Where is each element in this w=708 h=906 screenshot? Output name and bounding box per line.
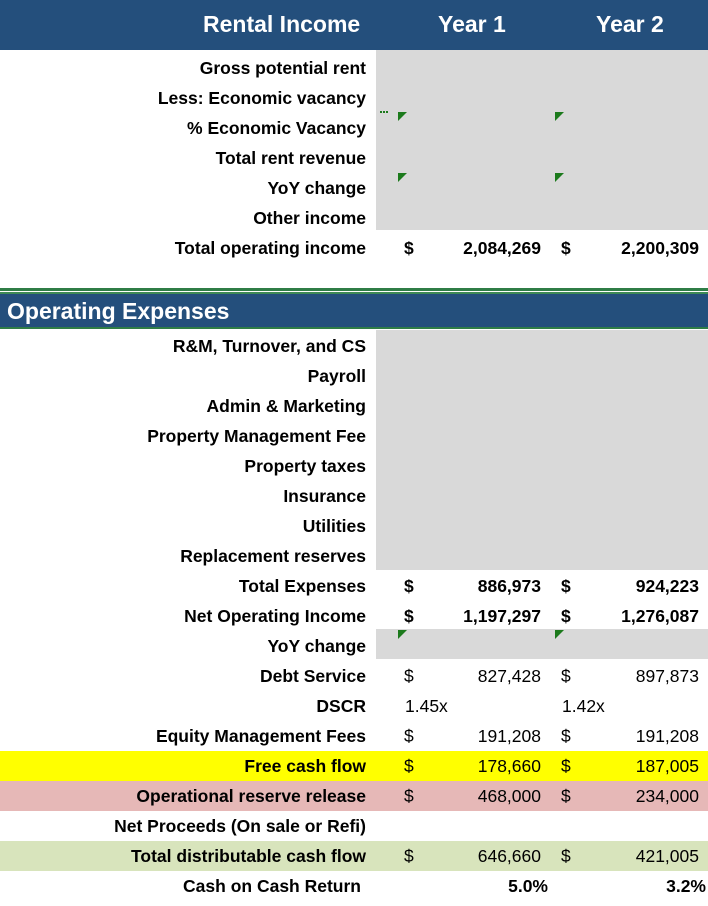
- row-total-rent-revenue: [0, 143, 708, 173]
- row-insurance: [0, 481, 708, 511]
- year1-value[interactable]: 1,197,297: [463, 606, 541, 626]
- year1-value[interactable]: 886,973: [477, 576, 541, 596]
- section-divider: [0, 288, 708, 291]
- operating-expenses-header: [0, 292, 708, 328]
- row-label: Property Management Fee: [147, 426, 366, 446]
- row-label: Replacement reserves: [180, 546, 366, 566]
- year2-value[interactable]: 1,276,087: [621, 606, 699, 626]
- currency-symbol: $: [561, 238, 571, 258]
- currency-symbol: $: [561, 606, 571, 626]
- row-cash-on-cash-return: [0, 871, 708, 901]
- row-debt-service: [0, 661, 708, 691]
- row-dscr: [0, 691, 708, 721]
- row-net-proceeds: [0, 811, 708, 841]
- section-divider: [0, 327, 708, 329]
- year1-value[interactable]: 646,660: [477, 846, 541, 866]
- row-payroll: [0, 361, 708, 391]
- row-label: Less: Economic vacancy: [157, 88, 366, 108]
- currency-symbol: $: [404, 666, 414, 686]
- rental-income-title: Rental Income: [203, 11, 361, 37]
- currency-symbol: $: [404, 606, 414, 626]
- row-net-operating-income: [0, 601, 708, 631]
- row-admin-marketing: [0, 391, 708, 421]
- year2-value[interactable]: 187,005: [635, 756, 699, 776]
- row-label: Debt Service: [259, 666, 366, 686]
- currency-symbol: $: [561, 576, 571, 596]
- row-label: YoY change: [267, 636, 366, 656]
- year2-value[interactable]: 421,005: [635, 846, 699, 866]
- row-label: YoY change: [267, 178, 366, 198]
- row-label: Net Proceeds (On sale or Refi): [114, 816, 366, 836]
- row-pct-economic-vacancy: [0, 113, 708, 143]
- year1-header: Year 1: [438, 11, 506, 37]
- year1-value[interactable]: 191,208: [477, 726, 541, 746]
- row-rm-turnover: [0, 331, 708, 361]
- row-label: Gross potential rent: [199, 58, 366, 78]
- row-economic-vacancy: [0, 83, 708, 113]
- row-free-cash-flow: [0, 751, 708, 781]
- row-noi-yoy-change: [0, 631, 708, 661]
- row-label: Cash on Cash Return: [183, 876, 361, 896]
- year1-value[interactable]: 827,428: [477, 666, 541, 686]
- row-total-operating-income: [0, 233, 708, 263]
- year2-value[interactable]: 2,200,309: [621, 238, 699, 258]
- row-label: Property taxes: [244, 456, 366, 476]
- currency-symbol: $: [561, 846, 571, 866]
- row-label: Equity Management Fees: [155, 726, 366, 746]
- row-gross-potential-rent: [0, 53, 708, 83]
- row-label: Other income: [253, 208, 366, 228]
- currency-symbol: $: [404, 846, 414, 866]
- row-label: Admin & Marketing: [206, 396, 366, 416]
- row-label: Total operating income: [174, 238, 366, 258]
- currency-symbol: $: [404, 756, 414, 776]
- currency-symbol: $: [561, 666, 571, 686]
- row-total-expenses: [0, 571, 708, 601]
- year1-value[interactable]: 468,000: [477, 786, 541, 806]
- row-label: Operational reserve release: [136, 786, 366, 806]
- year2-value[interactable]: 234,000: [635, 786, 699, 806]
- rental-income-header: [0, 0, 708, 50]
- currency-symbol: $: [561, 756, 571, 776]
- row-label: % Economic Vacancy: [187, 118, 366, 138]
- row-label: Total distributable cash flow: [131, 846, 366, 866]
- year1-value[interactable]: 5.0%: [508, 876, 548, 896]
- year1-value[interactable]: 2,084,269: [463, 238, 541, 258]
- year2-value[interactable]: 3.2%: [666, 876, 706, 896]
- year1-value[interactable]: 1.45x: [405, 696, 448, 716]
- row-replacement-reserves: [0, 541, 708, 571]
- row-property-management-fee: [0, 421, 708, 451]
- operating-expenses-title: Operating Expenses: [7, 298, 230, 324]
- row-operational-reserve-release: [0, 781, 708, 811]
- row-utilities: [0, 511, 708, 541]
- year2-value[interactable]: 191,208: [635, 726, 699, 746]
- currency-symbol: $: [404, 238, 414, 258]
- year2-header: Year 2: [596, 11, 664, 37]
- row-total-distributable-cash-flow: [0, 841, 708, 871]
- row-label: Free cash flow: [244, 756, 366, 776]
- currency-symbol: $: [404, 576, 414, 596]
- currency-symbol: $: [404, 726, 414, 746]
- row-yoy-change: [0, 173, 708, 203]
- row-label: DSCR: [316, 696, 366, 716]
- row-property-taxes: [0, 451, 708, 481]
- currency-symbol: $: [561, 726, 571, 746]
- year2-value[interactable]: 1.42x: [562, 696, 605, 716]
- row-equity-management-fees: [0, 721, 708, 751]
- year2-value[interactable]: 924,223: [635, 576, 699, 596]
- row-label: Total Expenses: [238, 576, 366, 596]
- currency-symbol: $: [404, 786, 414, 806]
- row-label: Utilities: [302, 516, 366, 536]
- row-label: Payroll: [307, 366, 366, 386]
- row-label: R&M, Turnover, and CS: [172, 336, 366, 356]
- currency-symbol: $: [561, 786, 571, 806]
- year1-value[interactable]: 178,660: [477, 756, 541, 776]
- row-label: Total rent revenue: [215, 148, 366, 168]
- row-label: Insurance: [283, 486, 366, 506]
- row-label: Net Operating Income: [184, 606, 366, 626]
- row-other-income: [0, 203, 708, 233]
- year2-value[interactable]: 897,873: [635, 666, 699, 686]
